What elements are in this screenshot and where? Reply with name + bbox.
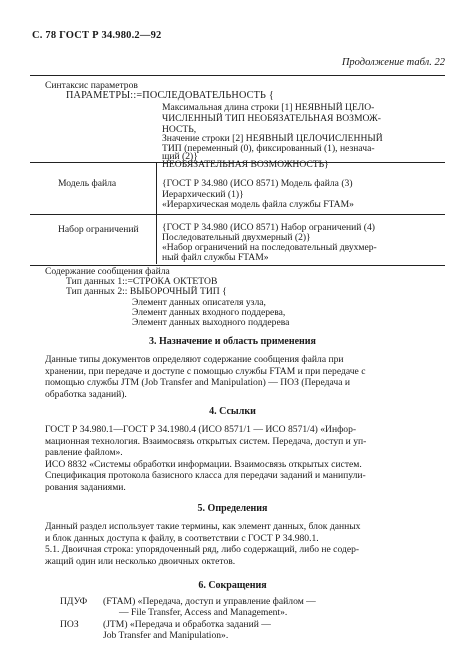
- table-row-label: Набор ограничений: [58, 224, 139, 235]
- section-title-3: 3. Назначение и область применения: [149, 336, 316, 347]
- section-title-4: 4. Ссылки: [209, 406, 256, 417]
- table-row-divider: [30, 214, 445, 215]
- section-5-line: и блок данных доступа к файлу, в соответствии с ГОСТ Р 34.980.1.: [45, 532, 319, 544]
- abbrev-definition: (FTAM) «Передача, доступ и управление файлом —: [103, 596, 316, 607]
- message-line: Элемент данных выходного поддерева: [132, 317, 290, 328]
- section-4-line: мационная технология. Взаимосвязь открытых систем. Передача, доступ и уп-: [45, 435, 367, 447]
- syntax-line: НОСТЬ,: [162, 124, 197, 135]
- syntax-line: ПАРАМЕТРЫ::=ПОСЛЕДОВАТЕЛЬНОСТЬ {: [66, 90, 274, 101]
- abbrev-definition: (JTM) «Передача и обработка заданий —: [103, 619, 271, 630]
- top-rule: [30, 75, 445, 76]
- section-4-line: равление файлом».: [45, 447, 123, 459]
- message-line: Тип данных 1::=СТРОКА ОКТЕТОВ: [66, 276, 218, 287]
- message-line: Элемент данных описателя узла,: [132, 297, 266, 308]
- page-header: С. 78 ГОСТ Р 34.980.2—92: [32, 30, 162, 41]
- table-cell-line: ный файл службы FTAM»: [162, 252, 269, 263]
- syntax-title: Синтаксис параметров: [45, 80, 138, 91]
- section-4-text: [45, 424, 445, 494]
- table-row-label: Модель файла: [58, 178, 117, 189]
- section-3-line: Данные типы документов определяют содержание сообщения файла при: [45, 354, 344, 365]
- abbrev-definition: Job Transfer and Manipulation».: [103, 630, 229, 641]
- table-cell-line: Иерархический (1)}: [162, 189, 244, 200]
- syntax-line: ТИП (переменный (0), фиксированный (1), незнача-: [162, 143, 375, 154]
- section-3-line: обработка заданий).: [45, 388, 127, 400]
- section-5-text: [45, 521, 445, 567]
- abbrev-term: ПДУФ: [60, 596, 88, 607]
- syntax-line: Значение строки [2] НЕЯВНЫЙ ЦЕЛОЧИСЛЕННЫЙ: [162, 133, 383, 144]
- section-5-line: Данный раздел использует такие термины, как элемент данных, блок данных: [45, 521, 361, 532]
- section-4-line: ИСО 8832 «Системы обработки информации. Взаимосвязь открытых систем.: [45, 458, 362, 470]
- table-cell-line: «Иерархическая модель файла службы FTAM»: [162, 199, 354, 210]
- abbrev-definition: — File Transfer, Access and Management».: [119, 607, 288, 618]
- syntax-line: НЕОБЯЗАТЕЛЬНАЯ ВОЗМОЖНОСТЬ}: [162, 159, 329, 170]
- abbrev-term: ПОЗ: [60, 619, 79, 630]
- section-4-line: Спецификация протокола базисного класса для передачи заданий и манипули-: [45, 470, 366, 482]
- section-4-line: рования заданиями.: [45, 481, 126, 493]
- section-3-line: хранении, при передаче и доступе с помощью службы FTAM и при передаче с: [45, 365, 366, 377]
- table-cell-line: {ГОСТ Р 34.980 (ИСО 8571) Набор ограничений (4): [162, 222, 375, 233]
- syntax-line: ЧИСЛЕННЫЙ ТИП НЕОБЯЗАТЕЛЬНАЯ ВОЗМОЖ-: [162, 113, 381, 124]
- section-4-line: ГОСТ Р 34.980.1—ГОСТ Р 34.1980.4 (ИСО 8571/1 — ИСО 8571/4) «Инфор-: [45, 424, 357, 435]
- section-title-5: 5. Определения: [197, 503, 268, 514]
- table-continuation-label: Продолжение табл. 22: [341, 57, 445, 68]
- message-line: Тип данных 2:: ВЫБОРОЧНЫЙ ТИП {: [66, 286, 227, 297]
- table-cell-line: Последовательный двухмерный (2)}: [162, 232, 311, 243]
- message-title: Содержание сообщения файла: [45, 266, 170, 277]
- section-5-line: жащий один или несколько двоичных октетов.: [45, 555, 236, 567]
- message-line: Элемент данных входного поддерева,: [132, 307, 286, 318]
- table-cell-line: «Набор ограничений на последовательный двухмер-: [162, 242, 377, 253]
- syntax-line: щий (2)}: [162, 151, 198, 162]
- section-5-line: 5.1. Двоичная строка: упорядоченный ряд, либо содержащий, либо не содер-: [45, 544, 360, 556]
- section-title-6: 6. Сокращения: [198, 580, 267, 591]
- section-3-text: [45, 354, 445, 400]
- section-3-line: помощью службы JTM (Job Transfer and Manipulation) — ПОЗ (Передача и: [45, 377, 350, 389]
- table-column-divider: [156, 162, 157, 264]
- syntax-line: Максимальная длина строки [1] НЕЯВНЫЙ ЦЕЛО-: [162, 102, 375, 113]
- table-cell-line: {ГОСТ Р 34.980 (ИСО 8571) Модель файла (3): [162, 178, 353, 189]
